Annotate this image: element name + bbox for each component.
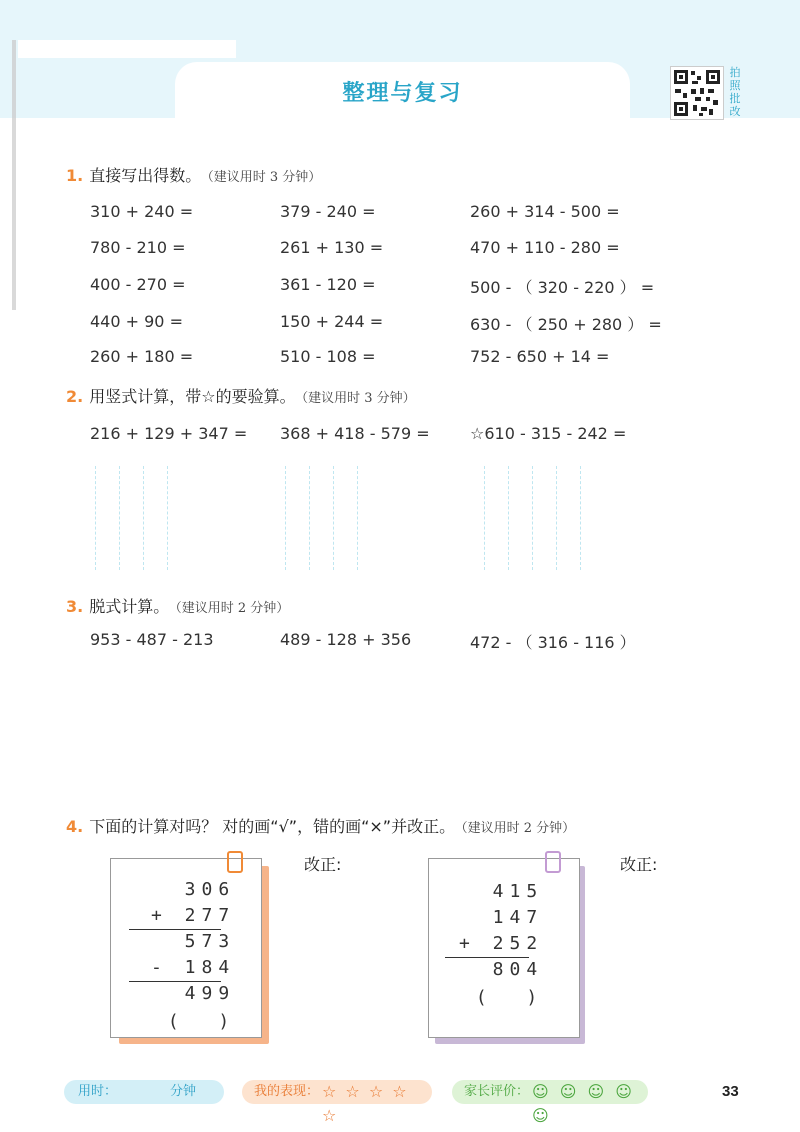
- q3-expression: 472 - （ 316 - 116 ）: [470, 633, 636, 652]
- time-spent-field[interactable]: 用时： 分钟: [64, 1080, 224, 1104]
- q1-expression: 440 + 90 =: [90, 312, 183, 331]
- star-icon[interactable]: ☆ ☆ ☆ ☆ ☆: [322, 1082, 409, 1125]
- work-guide-line: [532, 466, 533, 570]
- calc-line: + 277: [151, 905, 236, 926]
- self-rating[interactable]: 我的表现： ☆ ☆ ☆ ☆ ☆: [242, 1080, 432, 1104]
- correction-label: 改正:: [304, 855, 342, 874]
- question-1-heading: 1. 直接写出得数。 （建议用时 3 分钟）: [66, 166, 322, 185]
- calc-line: 804: [459, 959, 544, 980]
- parent-rating[interactable]: 家长评价： ☺ ☺ ☺ ☺ ☺: [452, 1080, 648, 1104]
- work-guide-line: [357, 466, 358, 570]
- calc-line: 573: [151, 931, 236, 952]
- calc-rule: [445, 957, 529, 958]
- calc-line: + 252: [459, 933, 544, 954]
- q1-expression: 361 - 120 =: [280, 275, 376, 294]
- calc-line: - 184: [151, 957, 236, 978]
- calc-rule: [129, 981, 221, 982]
- calc-line: 415: [459, 881, 544, 902]
- q1-expression: 510 - 108 =: [280, 347, 376, 366]
- smiley-icon[interactable]: ☺ ☺ ☺ ☺ ☺: [532, 1082, 635, 1125]
- work-guide-line: [556, 466, 557, 570]
- work-guide-line: [285, 466, 286, 570]
- q1-expression: 470 + 110 - 280 =: [470, 238, 620, 257]
- work-guide-line: [167, 466, 168, 570]
- q1-expression: 630 - （ 250 + 280 ） =: [470, 315, 662, 334]
- q1-expression: 752 - 650 + 14 =: [470, 347, 610, 366]
- q1-expression: 260 + 314 - 500 =: [470, 202, 620, 221]
- calc-line: 147: [459, 907, 544, 928]
- q1-expression: 261 + 130 =: [280, 238, 384, 257]
- answer-blank[interactable]: ( ): [459, 987, 544, 1008]
- q1-expression: 310 + 240 =: [90, 202, 194, 221]
- work-guide-line: [95, 466, 96, 570]
- q1-expression: 379 - 240 =: [280, 202, 376, 221]
- question-3-heading: 3. 脱式计算。 （建议用时 2 分钟）: [66, 597, 290, 616]
- work-guide-line: [484, 466, 485, 570]
- correction-label: 改正:: [620, 855, 658, 874]
- q1-expression: 500 - （ 320 - 220 ） =: [470, 278, 655, 297]
- q2-expression: ☆610 - 315 - 242 =: [470, 424, 627, 443]
- work-guide-line: [143, 466, 144, 570]
- vertical-calc-card: [110, 858, 262, 1038]
- question-2-heading: 2. 用竖式计算，带☆的要验算。 （建议用时 3 分钟）: [66, 387, 416, 406]
- answer-blank[interactable]: ( ): [151, 1011, 236, 1032]
- calc-line: 499: [151, 983, 236, 1004]
- q2-expression: 368 + 418 - 579 =: [280, 424, 430, 443]
- qr-code-icon[interactable]: [670, 66, 724, 120]
- q1-expression: 400 - 270 =: [90, 275, 186, 294]
- work-guide-line: [508, 466, 509, 570]
- q2-expression: 216 + 129 + 347 =: [90, 424, 248, 443]
- paper-clip-icon: [227, 851, 243, 873]
- vertical-calc-card: [428, 858, 580, 1038]
- question-4-heading: 4. 下面的计算对吗？ 对的画“√”，错的画“×”并改正。 （建议用时 2 分钟）: [66, 817, 576, 836]
- work-guide-line: [333, 466, 334, 570]
- work-guide-line: [309, 466, 310, 570]
- work-guide-line: [119, 466, 120, 570]
- header-strip: [18, 40, 236, 58]
- calc-rule: [129, 929, 221, 930]
- q1-expression: 260 + 180 =: [90, 347, 194, 366]
- work-guide-line: [580, 466, 581, 570]
- calc-line: 306: [151, 879, 236, 900]
- page-title: 整理与复习: [342, 81, 463, 106]
- page-number: 33: [722, 1083, 739, 1100]
- q1-expression: 780 - 210 =: [90, 238, 186, 257]
- q3-expression: 489 - 128 + 356: [280, 630, 412, 649]
- paper-clip-icon: [545, 851, 561, 873]
- page-edge: [12, 40, 16, 310]
- qr-caption: 拍 照 批 改: [729, 66, 741, 118]
- q1-expression: 150 + 244 =: [280, 312, 384, 331]
- q3-expression: 953 - 487 - 213: [90, 630, 214, 649]
